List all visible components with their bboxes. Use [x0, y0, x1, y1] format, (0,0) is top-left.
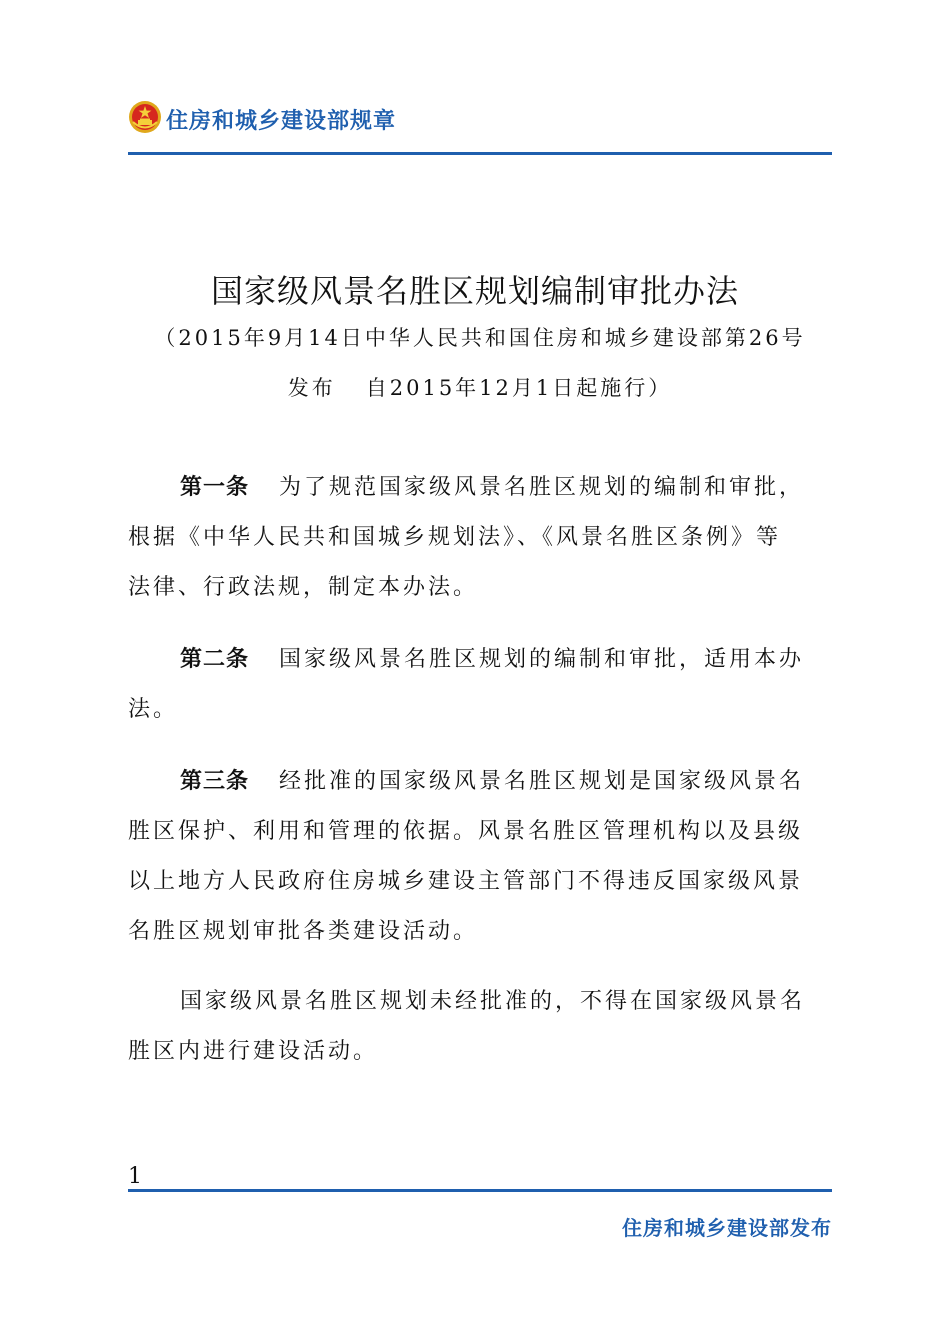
subtitle-effective: 自2015年12月1日起施行）: [365, 376, 673, 400]
subtitle-published: 发布: [287, 376, 336, 400]
document-subtitle-line2: [128, 372, 832, 402]
footer-divider: [128, 1189, 832, 1192]
document-title: 国家级风景名胜区规划编制审批办法: [210, 272, 739, 310]
article-text-line: 为了规范国家级风景名胜区规划的编制和审批，: [279, 475, 805, 500]
article-text-line: 经批准的国家级风景名胜区规划是国家级风景名: [279, 769, 805, 794]
article-text-line: 根据《中华人民共和国城乡规划法》、《风景名胜区条例》等: [128, 525, 782, 550]
header-title: 住房和城乡建设部规章: [166, 109, 397, 134]
page-number: 1: [128, 1164, 142, 1189]
article-text-line: 国家级风景名胜区规划的编制和审批，适用本办: [279, 647, 805, 672]
national-emblem-icon: [128, 100, 162, 134]
article-text-line: 胜区内进行建设活动。: [128, 1039, 379, 1064]
article-text-line: 以上地方人民政府住房城乡建设主管部门不得违反国家级风景: [128, 869, 804, 894]
article-text-line: 胜区保护、利用和管理的依据。风景名胜区管理机构以及县级: [128, 819, 804, 844]
article-text-line: 名胜区规划审批各类建设活动。: [128, 919, 479, 944]
header-divider: [128, 152, 832, 155]
article-label: 第一条: [180, 475, 250, 500]
article-text-line: 法律、行政法规，制定本办法。: [128, 575, 479, 600]
article-text-line: 法。: [128, 697, 179, 722]
article-label: 第二条: [180, 647, 250, 672]
document-subtitle-line1: （2015年9月14日中华人民共和国住房和城乡建设部第26号: [154, 326, 806, 350]
footer-publisher: 住房和城乡建设部发布: [622, 1216, 832, 1240]
page-header: [128, 98, 832, 156]
article-label: 第三条: [180, 769, 250, 794]
article-text-line: 国家级风景名胜区规划未经批准的，不得在国家级风景名: [180, 989, 806, 1014]
